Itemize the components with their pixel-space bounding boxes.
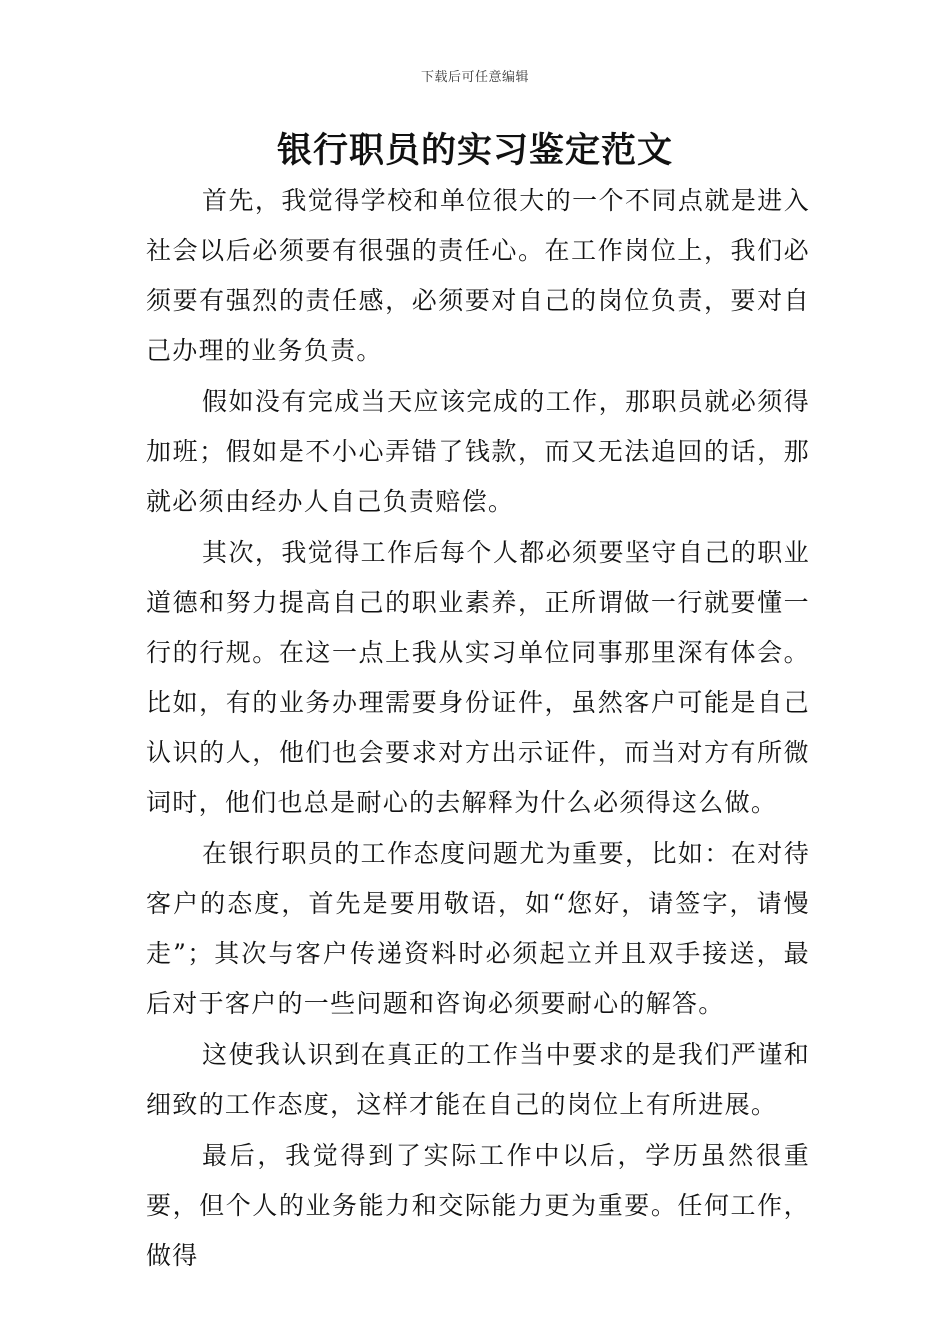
document-title: 银行职员的实习鉴定范文 xyxy=(276,131,673,171)
document-body xyxy=(146,176,810,1282)
paragraph-4: 在银行职员的工作态度问题尤为重要，比如：在对待客户的态度，首先是要用敬语，如“您好，请签字，请慢走”；其次与客户传递资料时必须起立并且双手接送，最后对于客户的一些问题和咨询必须要耐心的解答。 xyxy=(146,839,810,1018)
paragraph-5: 这使我认识到在真正的工作当中要求的是我们严谨和细致的工作态度，这样才能在自己的岗位上有所进展。 xyxy=(146,1040,810,1119)
header-note: 下载后可任意编辑 xyxy=(420,70,529,85)
paragraph-3: 其次，我觉得工作后每个人都必须要坚守自己的职业道德和努力提高自己的职业素养，正所谓做一行就要懂一行的行规。在这一点上我从实习单位同事那里深有体会。比如，有的业务办理需要身份证件，虽然客户可能是自己认识的人，他们也会要求对方出示证件，而当对方有所微词时，他们也总是耐心的去解释为什么必须得这么做。 xyxy=(146,538,810,817)
paragraph-2: 假如没有完成当天应该完成的工作，那职员就必须得加班；假如是不小心弄错了钱款，而又无法追回的话，那就必须由经办人自己负责赔偿。 xyxy=(146,387,810,516)
paragraph-1: 首先，我觉得学校和单位很大的一个不同点就是进入社会以后必须要有很强的责任心。在工作岗位上，我们必须要有强烈的责任感，必须要对自己的岗位负责，要对自己办理的业务负责。 xyxy=(146,186,810,365)
paragraph-6: 最后，我觉得到了实际工作中以后，学历虽然很重要，但个人的业务能力和交际能力更为重要。任何工作，做得 xyxy=(146,1141,810,1270)
